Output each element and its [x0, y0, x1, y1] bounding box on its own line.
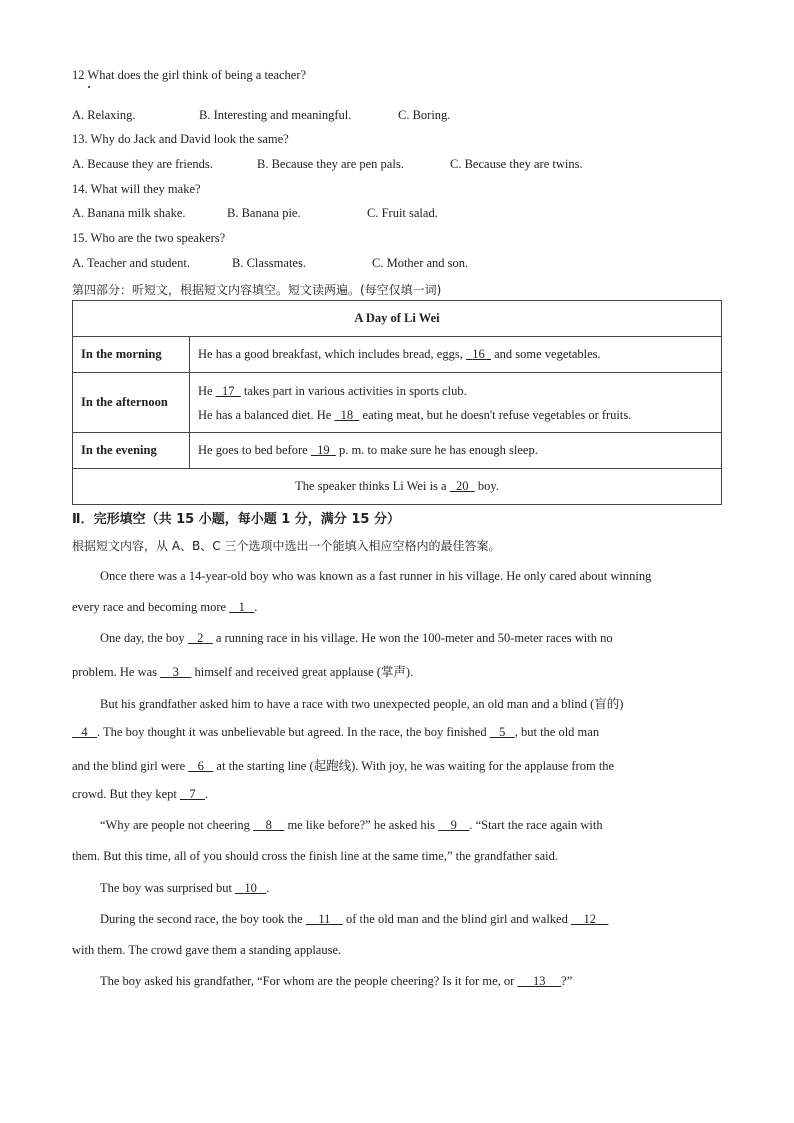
q15-option-c: C. Mother and son. [372, 256, 469, 270]
blank-12: 12 [583, 912, 596, 926]
blank-13: 13 [533, 974, 546, 988]
table-footer: The speaker thinks Li Wei is a 20 boy. [73, 469, 722, 505]
blank-5: 5 [499, 725, 506, 739]
passage-line: The boy asked his grandfather, “For whom are the people cheering? Is it for me, or 13 ?” [100, 974, 573, 988]
row-label: In the afternoon [73, 373, 190, 433]
blank-17: 17 [221, 383, 235, 398]
passage-line: Once there was a 14-year-old boy who was known as a fast runner in his village. He only cared about winning [100, 569, 652, 583]
passage-line: crowd. But they kept 7 . [72, 787, 209, 801]
passage-line: But his grandfather asked him to have a race with two unexpected people, an old man and a blind (盲的) [100, 697, 624, 711]
blank-7: 7 [189, 787, 196, 801]
question-15: 15. Who are the two speakers? [72, 231, 226, 245]
question-13: 13. Why do Jack and David look the same? [72, 132, 289, 146]
blank-2: 2 [197, 631, 204, 645]
section-2-heading: Ⅱ．完形填空（共 15 小题，每小题 1 分，满分 15 分） [72, 512, 400, 527]
q13-option-a: A. Because they are friends. [72, 157, 213, 171]
question-12: 12 What does the girl think of being a teacher? [72, 68, 307, 82]
table-title: A Day of Li Wei [73, 301, 722, 337]
passage-line: The boy was surprised but 10 . [100, 881, 270, 895]
blank-11: 11 [318, 912, 331, 926]
row-label: In the morning [73, 337, 190, 373]
q12-option-c: C. Boring. [398, 108, 451, 122]
blank-10: 10 [244, 881, 257, 895]
blank-6: 6 [197, 759, 204, 773]
passage-line: with them. The crowd gave them a standing applause. [72, 943, 342, 957]
q14-option-a: A. Banana milk shake. [72, 206, 186, 220]
q14-option-b: B. Banana pie. [227, 206, 301, 220]
day-table [72, 300, 722, 505]
q13-option-b: B. Because they are pen pals. [257, 157, 404, 171]
part4-heading: 第四部分：听短文，根据短文内容填空。短文读两遍。(每空仅填一词) [72, 283, 442, 297]
blank-19: 19 [317, 443, 330, 457]
row-content: He goes to bed before 19 p. m. to make sure he has enough sleep. [190, 433, 722, 469]
section-2-instruction: 根据短文内容，从 A、B、C 三个选项中选出一个能填入相应空格内的最佳答案。 [72, 539, 501, 553]
q15-option-a: A. Teacher and student. [72, 256, 190, 270]
q12-option-a: A. Relaxing. [72, 108, 136, 122]
blank-4: 4 [81, 725, 88, 739]
passage-line: During the second race, the boy took the 11 of the old man and the blind girl and walked 12 [100, 912, 608, 927]
row-content: He has a good breakfast, which includes bread, eggs, 16 and some vegetables. [190, 337, 722, 373]
blank-18: 18 [340, 407, 354, 422]
passage-line: “Why are people not cheering 8 me like before?” he asked his 9 . “Start the race again with [100, 818, 603, 832]
blank-20: 20 [455, 479, 469, 493]
blank-1: 1 [238, 600, 245, 614]
passage-line: every race and becoming more 1 . [72, 600, 258, 614]
dot-mark [88, 86, 90, 88]
table-row [73, 433, 722, 469]
blank-16: 16 [472, 347, 485, 361]
q13-option-c: C. Because they are twins. [450, 157, 583, 171]
question-14: 14. What will they make? [72, 182, 201, 196]
passage-line: 4 . The boy thought it was unbelievable but agreed. In the race, the boy finished 5 , but the old man [72, 725, 599, 740]
row-label: In the evening [73, 433, 190, 469]
passage-line: and the blind girl were 6 at the starting line (起跑线). With joy, he was waiting for the applause from the [72, 759, 615, 773]
table-row [73, 337, 722, 373]
q12-option-b: B. Interesting and meaningful. [199, 108, 352, 122]
row-content: He 17 takes part in various activities in sports club. He has a balanced diet. He 18 eating meat, but he doesn't refuse vegetables or fruits. [190, 373, 722, 433]
passage-line: them. But this time, all of you should cross the finish line at the same time,” the grandfather said. [72, 849, 559, 863]
q14-option-c: C. Fruit salad. [367, 206, 438, 220]
table-row [73, 373, 722, 433]
blank-9: 9 [450, 818, 457, 832]
passage-line: One day, the boy 2 a running race in his village. He won the 100-meter and 50-meter races with no [100, 631, 613, 645]
passage-line: problem. He was 3 himself and received great applause (掌声). [72, 665, 414, 679]
blank-3: 3 [172, 665, 179, 679]
blank-8: 8 [265, 818, 272, 832]
q15-option-b: B. Classmates. [232, 256, 306, 270]
